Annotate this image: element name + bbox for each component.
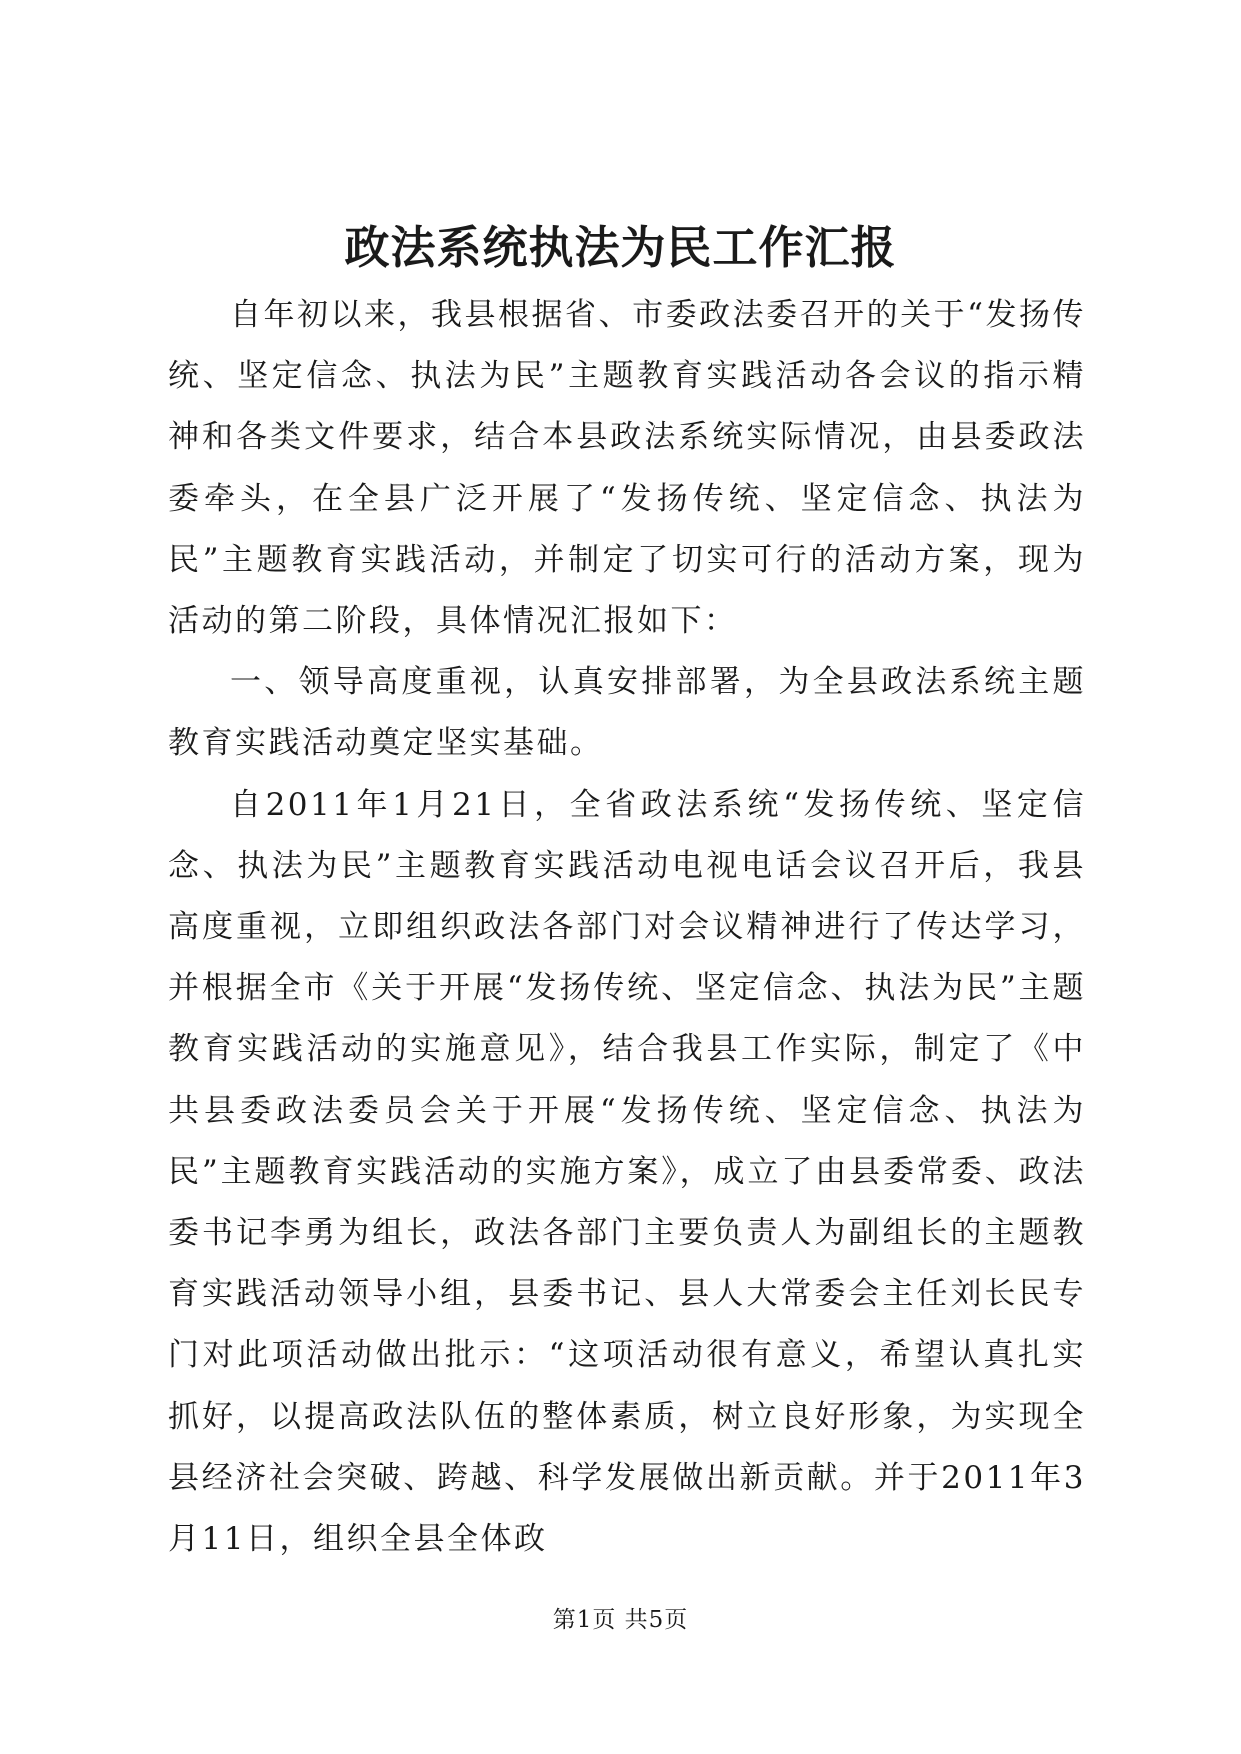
page-footer: 第1页 共5页: [552, 1607, 689, 1633]
paragraph-intro: 自年初以来，我县根据省、市委政法委召开的关于“发扬传统、坚定信念、执法为民”主题教育实践活动各会议的指示精神和各类文件要求，结合本县政法系统实际情况，由县委政法委牵头，在全县广泛开展了“发扬传统、坚定信念、执法为民”主题教育实践活动，并制定了切实可行的活动方案，现为活动的第二阶段，具体情况汇报如下：: [168, 297, 1086, 640]
document-title: 政法系统执法为民工作汇报: [344, 221, 897, 274]
paragraph-heading-one: 一、领导高度重视，认真安排部署，为全县政法系统主题教育实践活动奠定坚实基础。: [168, 664, 1086, 762]
paragraph-details: 自2011年1月21日，全省政法系统“发扬传统、坚定信念、执法为民”主题教育实践活动电视电话会议召开后，我县高度重视，立即组织政法各部门对会议精神进行了传达学习，并根据全市《关于开展“发扬传统、坚定信念、执法为民”主题教育实践活动的实施意见》，结合我县工作实际，制定了《中共县委政法委员会关于开展“发扬传统、坚定信念、执法为民”主题教育实践活动的实施方案》，成立了由县委常委、政法委书记李勇为组长，政法各部门主要负责人为副组长的主题教育实践活动领导小组，县委书记、县人大常委会主任刘长民专门对此项活动做出批示：“这项活动很有意义，希望认真扎实抓好，以提高政法队伍的整体素质，树立良好形象，为实现全县经济社会突破、跨越、科学发展做出新贡献。并于2011年3月11日，组织全县全体政: [168, 786, 1086, 1558]
document-body: [168, 285, 1086, 1570]
